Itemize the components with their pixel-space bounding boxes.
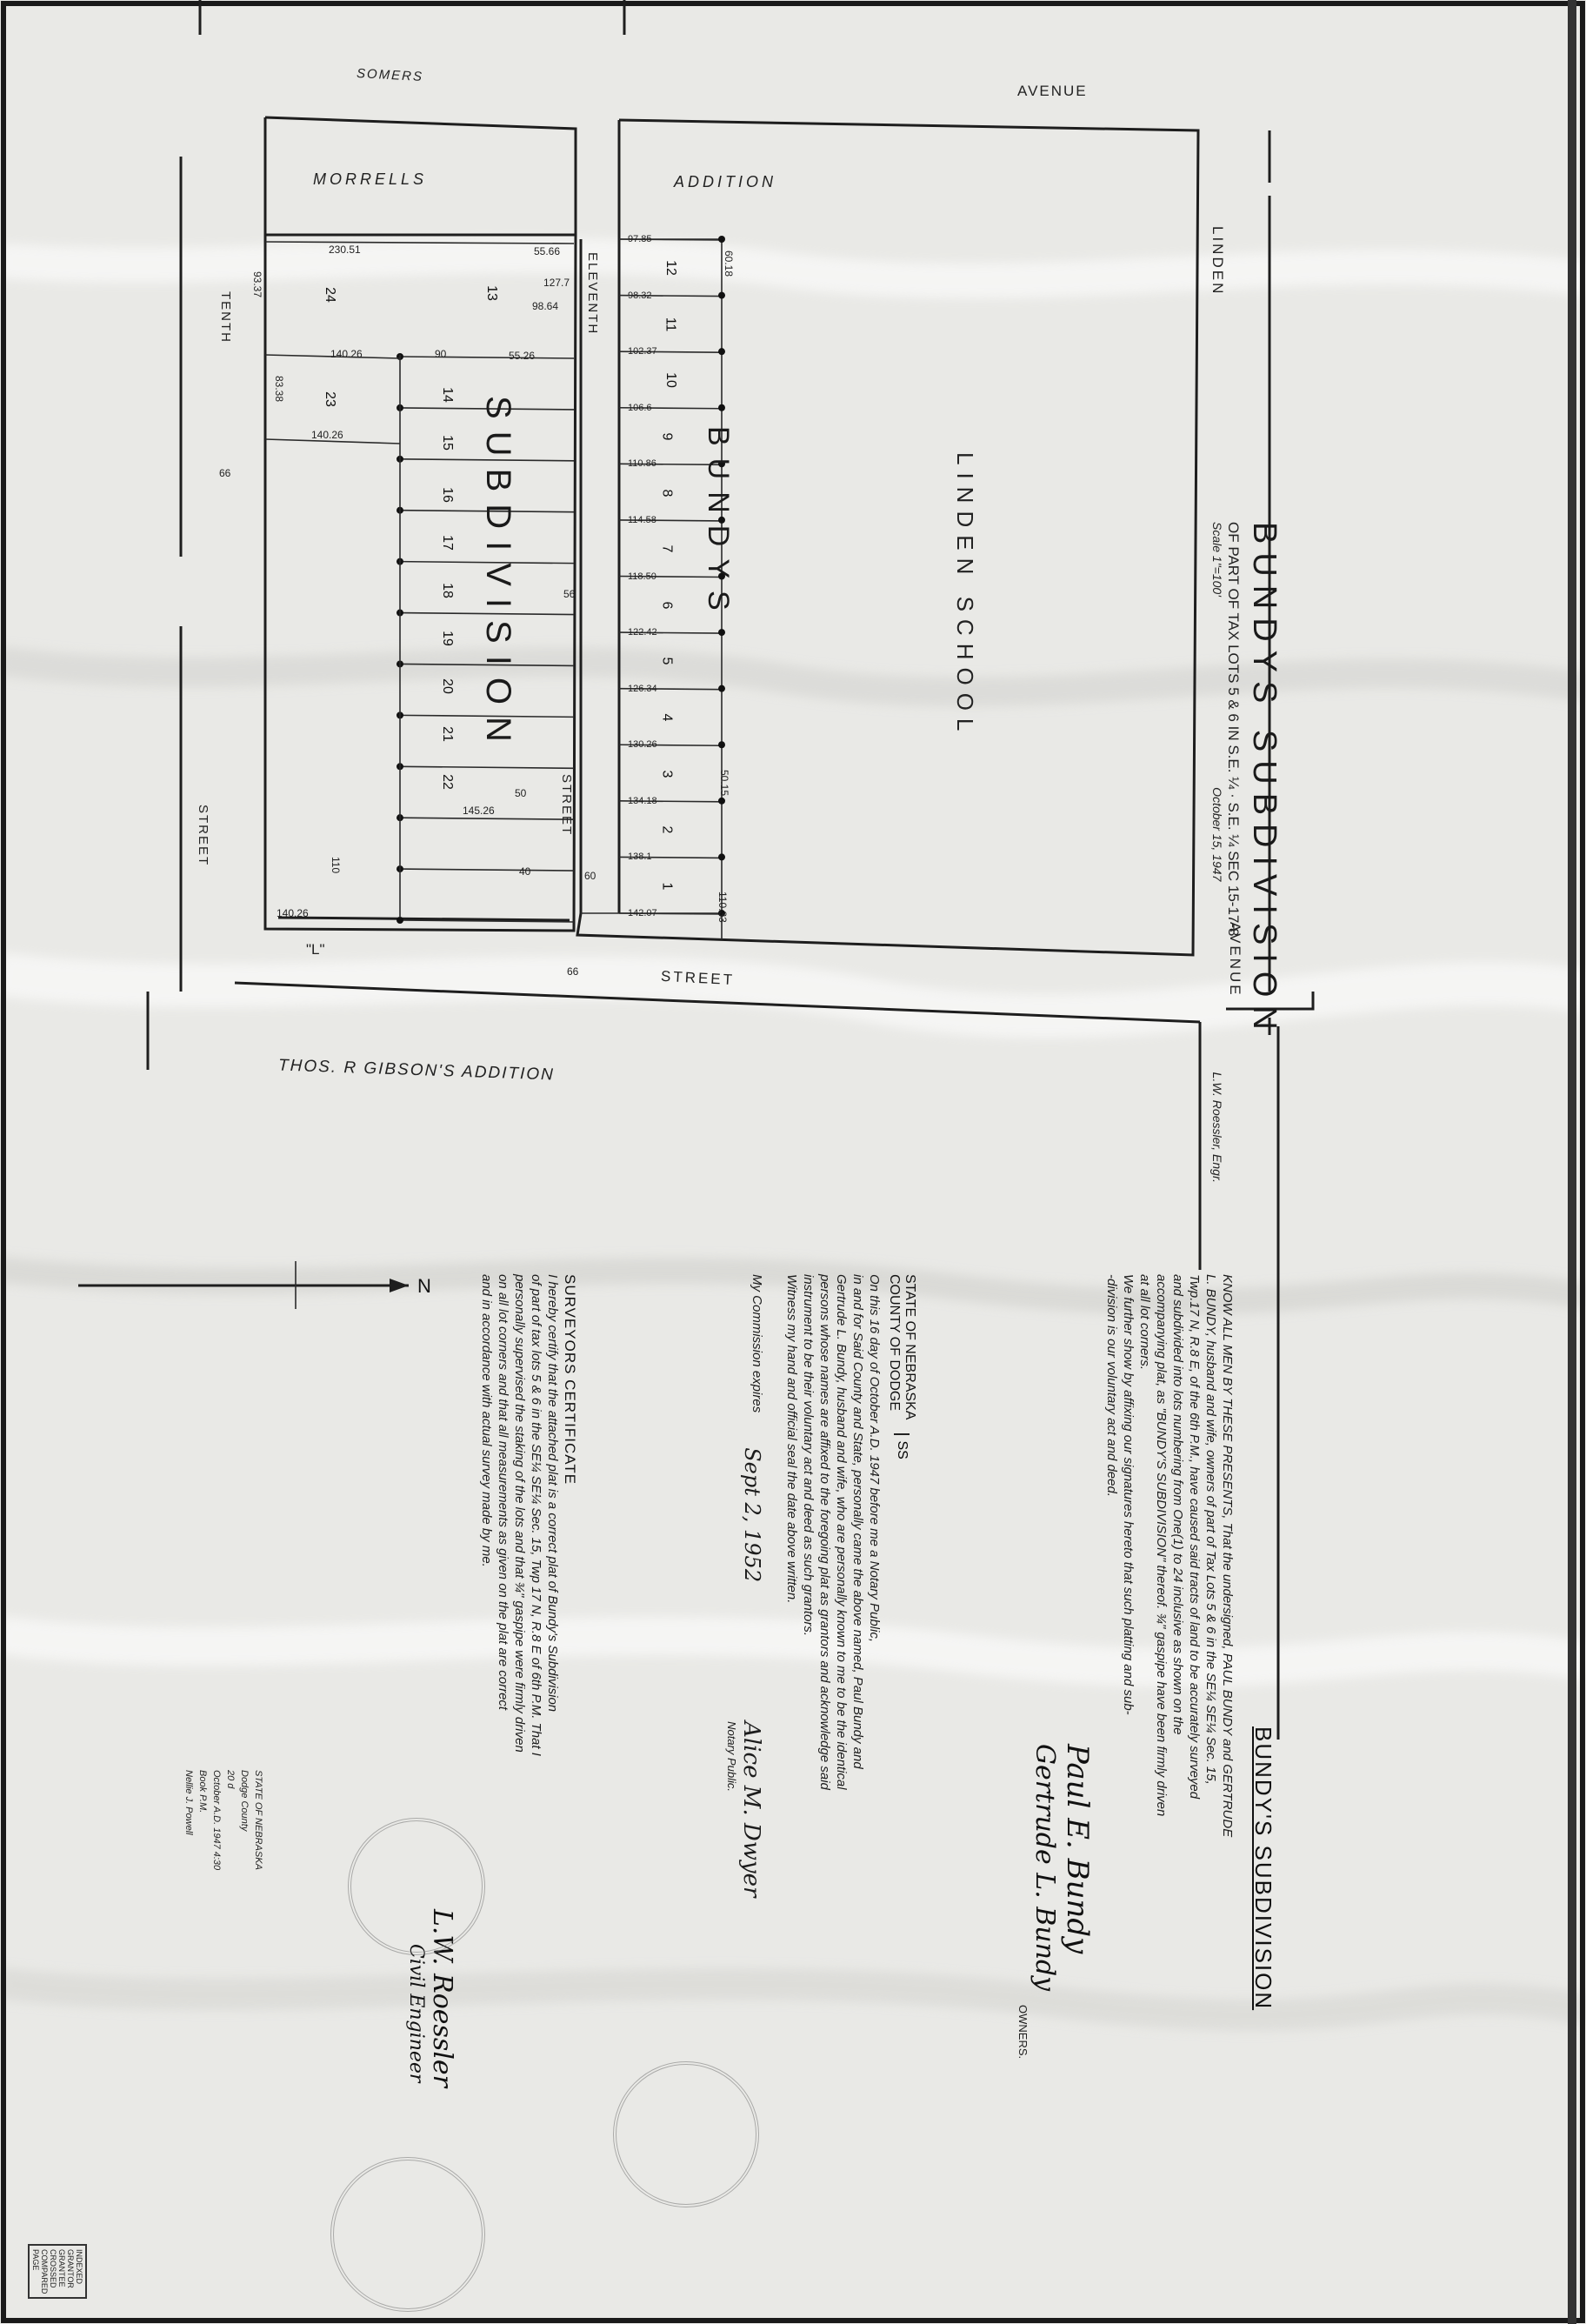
lot-number: 10: [663, 372, 678, 389]
plat-engineer: L.W. Roessler, Engr.: [1210, 1072, 1224, 1183]
dedication-line: and subdivided into lots numbering from One(1) to 24 inclusive as shown on the: [1170, 1274, 1185, 1735]
surveyor-certificate: [405, 1274, 578, 2301]
lot-depth-dimension: 98.32: [628, 290, 652, 301]
street-label-l-street: STREET: [660, 967, 736, 989]
lot-depth-dimension: 130.26: [628, 739, 657, 751]
plat-scale: Scale 1"=100': [1210, 522, 1224, 597]
dim-60: 60: [584, 870, 596, 882]
recording-line: Book P.M.: [197, 1770, 208, 1813]
lot-number: 12: [663, 260, 678, 277]
lot-depth-dimension: 110.86: [628, 458, 656, 470]
notary-ss: SS: [894, 1433, 910, 1459]
dedication-line: Twp.17 N, R.8 E, of the 6th P.M., have caused said tracts of land to be accurately surveyed: [1187, 1274, 1202, 1800]
lot-number: 9: [659, 432, 675, 441]
recording-line: STATE OF NEBRASKA: [253, 1770, 263, 1870]
dim-66-b: 66: [567, 965, 579, 978]
dim-140-26-c: 140.26: [277, 907, 309, 919]
surveyor-line: of part of tax lots 5 & 6 in the SE¼ SE¼ Sec. 15, Twp 17 N, R.8 E of 6th P.M. That I: [529, 1274, 543, 1756]
notary-title: Notary Public.: [725, 1721, 738, 1793]
lot-depth-dimension: 97.85: [628, 234, 652, 244]
lot-number: 7: [659, 544, 675, 553]
addition-label-morrells: MORRELLS: [313, 170, 428, 188]
dedication-line: at all lot corners.: [1137, 1274, 1152, 1371]
addition-label-addition: ADDITION: [674, 173, 777, 190]
lot-depth-dimension: 142.07: [628, 908, 657, 918]
dim-83-38: 83.38: [273, 376, 285, 403]
north-label: N: [417, 1275, 431, 1297]
dim-56: 56: [563, 588, 576, 600]
dim-55-66: 55.66: [534, 245, 561, 257]
lot-number: 3: [659, 770, 675, 778]
plat-date: October 15, 1947: [1210, 787, 1224, 882]
lot-number: 22: [439, 774, 455, 790]
surveyor-signature: L.W. Roessler: [427, 1909, 457, 2088]
surveyor-line: and in accordance with actual survey made by me.: [479, 1274, 494, 1567]
surveyor-text: [478, 1274, 561, 2301]
county-seal-icon: [613, 2061, 759, 2207]
dim-55-26: 55.26: [509, 350, 536, 362]
notary-line: On this 16 day of October A.D. 1947 before me a Notary Public,: [867, 1274, 882, 1642]
surveyor-line: personally supervised the staking of the lots and that ¾" gaspipe were firmly driven: [512, 1274, 527, 1753]
lot-number: 18: [439, 583, 455, 598]
dim-140-26-a: 140.26: [330, 348, 363, 360]
dim-50-15: 50.15: [718, 770, 730, 797]
plat-subtitle: OF PART OF TAX LOTS 5 & 6 IN S.E. ¼ · S.E. ¼ SEC 15-17-8: [1225, 522, 1242, 937]
notary-line: Witness my hand and official seal the date above written.: [784, 1274, 799, 1604]
dim-60-18: 60.18: [723, 250, 735, 277]
surveyor-title: Civil Engineer: [405, 1944, 427, 2083]
recording-stamp: [182, 1770, 265, 2048]
commission-expires: Sept 2, 1952: [740, 1447, 764, 1583]
notary-text: [783, 1274, 883, 2301]
index-box: [28, 2244, 87, 2299]
notary-line: in and for Said County and State, personally came the above named, Paul Bundy and: [850, 1274, 865, 1769]
index-box-line: GRANTEE: [57, 2249, 66, 2287]
recording-text: [182, 1770, 265, 2048]
recording-line: Nellie J. Powell: [183, 1770, 194, 1835]
dedication-text: [1103, 1274, 1236, 2266]
street-label-avenue-top: AVENUE: [1017, 83, 1088, 99]
notary-seal-icon: [348, 1818, 485, 1955]
lot-number: 5: [659, 657, 675, 665]
street-label-tenth-street: STREET: [196, 805, 210, 867]
lot-number: 2: [659, 825, 675, 834]
lot-number: 14: [439, 387, 455, 403]
lot-number: 1: [659, 882, 675, 891]
index-box-line: PAGE: [31, 2249, 40, 2271]
dim-40: 40: [519, 865, 531, 878]
lot-number: 6: [659, 601, 675, 610]
street-label-l: "L": [306, 941, 325, 958]
lot-number: 8: [659, 489, 675, 498]
dim-50: 50: [515, 787, 527, 799]
lot-number: 21: [439, 726, 455, 742]
lot-depth-dimension: 102.37: [628, 346, 657, 357]
notary-line: persons whose names are affixed to the foregoing plat as grantors and acknowledge said: [817, 1274, 832, 1790]
street-label-eleventh-street: STREET: [559, 774, 574, 837]
street-label-linden: LINDEN: [1209, 226, 1226, 297]
dedication-line: KNOW ALL MEN BY THESE PRESENTS, That the undersigned, PAUL BUNDY and GERTRUDE: [1220, 1274, 1235, 1838]
lot-depth-dimension: 138.1: [628, 851, 652, 863]
plat-title: BUNDYS SUBDIVISION: [1246, 522, 1283, 1038]
dedication-line: -division is our voluntary act and deed.: [1104, 1274, 1119, 1497]
lot-number: 4: [659, 713, 675, 722]
lot-depth-dimension: 106.6: [628, 402, 652, 413]
lot-depth-dimension: 122.42: [628, 627, 657, 638]
street-label-tenth: TENTH: [218, 291, 233, 344]
lot-number: 24: [322, 287, 337, 303]
notary-state: STATE OF NEBRASKA: [903, 1274, 917, 1420]
lot-number: 17: [439, 535, 455, 551]
dim-98-64: 98.64: [532, 300, 559, 312]
recording-line: October A.D. 1947 4:30: [211, 1770, 222, 1871]
surveyor-line: on all lot corners and that all measurements as given on the plat are correct: [496, 1274, 510, 1711]
dim-93-37: 93.37: [251, 271, 263, 298]
index-box-text: [31, 2249, 83, 2294]
signature-paul-bundy: Paul E. Bundy: [1060, 1744, 1095, 1954]
lot-depth-dimension: 134.18: [628, 795, 657, 806]
notary-county: COUNTY OF DODGE: [887, 1274, 902, 1412]
lot-number: 13: [483, 285, 499, 301]
street-label-eleventh: ELEVENTH: [585, 252, 600, 336]
index-box-line: CROSSED: [49, 2249, 57, 2288]
lot-depth-dimension: 118.50: [628, 571, 656, 582]
notary-signature: Alice M. Dwyer: [738, 1721, 764, 1898]
dim-140-26-b: 140.26: [311, 429, 343, 441]
plat-title-block: [1210, 522, 1283, 1183]
lot-number: 15: [439, 435, 455, 451]
lot-depth-dimension: 126.34: [628, 683, 657, 694]
dim-110-33: 110.33: [716, 892, 729, 923]
notary-line: Gertrude L. Bundy, husband and wife, who are personally known to me to be the identical: [834, 1274, 849, 1790]
dedication-line: We further show by affixing our signatures hereto that such platting and sub-: [1121, 1274, 1136, 1715]
dim-145-26: 145.26: [463, 805, 495, 817]
dedication-line: L. BUNDY, husband and wife, owners of part of Tax Lots 5 & 6 in the SE¼ SE¼ Sec. 15,: [1203, 1274, 1218, 1785]
dim-90: 90: [435, 348, 447, 360]
dim-230-51: 230.51: [329, 244, 361, 256]
lot-number: 23: [322, 391, 337, 407]
index-box-line: GRANTOR: [66, 2249, 75, 2288]
street-label-avenue-side: AVENUE: [1227, 922, 1243, 998]
lot-number: 16: [439, 487, 455, 503]
recording-line: 20 d: [225, 1770, 236, 1789]
street-label-somers: SOMERS: [356, 65, 424, 85]
lot-depth-dimension: 114.58: [628, 514, 656, 525]
lot-number: 19: [439, 631, 455, 646]
recording-line: Dodge County: [239, 1770, 250, 1832]
lot-number: 11: [663, 317, 678, 332]
dedication-heading: BUNDY'S SUBDIVISION: [1250, 1726, 1276, 2011]
surveyor-seal-icon: [330, 2157, 485, 2312]
dim-110: 110: [330, 857, 342, 874]
index-box-line: INDEXED: [75, 2249, 83, 2285]
dim-66-a: 66: [219, 467, 231, 479]
addition-label-gibson: THOS. R GIBSON'S ADDITION: [277, 1056, 556, 1085]
school-label: LINDEN SCHOOL: [952, 452, 978, 739]
surveyor-line: I hereby certify that the attached plat is a correct plat of Bundy's Subdivision: [545, 1274, 560, 1713]
notary-line: instrument to be their voluntary act and deed as such grantors.: [801, 1274, 816, 1637]
owners-label: OWNERS.: [1016, 2005, 1030, 2060]
subdivision-label: SUBDIVISION: [479, 396, 517, 754]
lot-number: 20: [439, 678, 455, 694]
dedication-line: accompanying plat, as "BUNDY'S SUBDIVISION" thereof. ¾" gaspipe have been firmly driven: [1154, 1274, 1169, 1817]
dedication-block: [1016, 1274, 1276, 2266]
index-box-line: COMPARED: [40, 2249, 49, 2294]
bundys-label: BUNDYS: [702, 426, 735, 623]
signature-gertrude-bundy: Gertrude L. Bundy: [1030, 1744, 1060, 1992]
commission-label: My Commission expires: [750, 1274, 764, 1413]
surveyor-heading: SURVEYORS CERTIFICATE: [562, 1274, 578, 1486]
dim-127-7: 127.7: [543, 277, 570, 289]
